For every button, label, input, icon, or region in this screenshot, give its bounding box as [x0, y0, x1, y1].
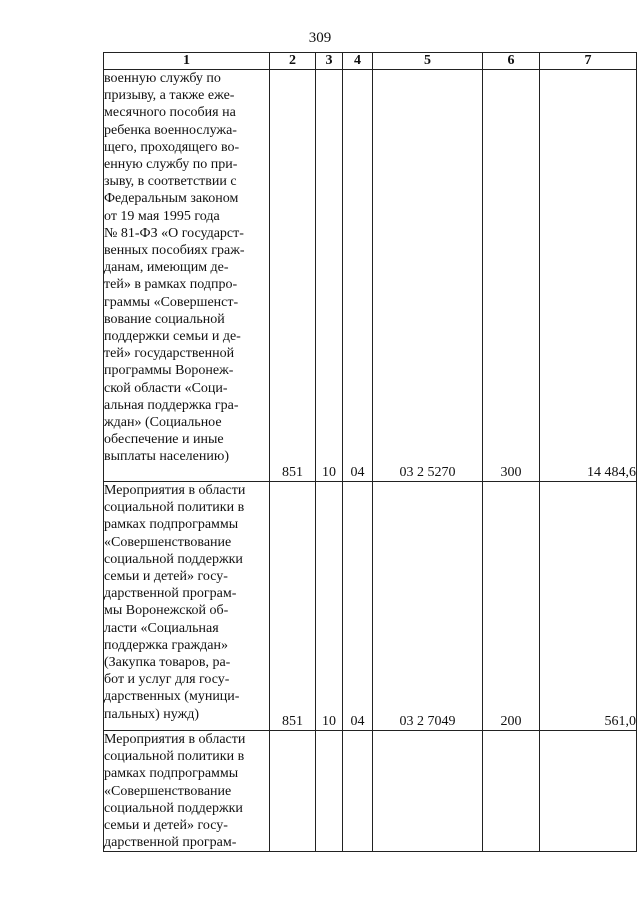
desc-line: социальной политики в: [104, 749, 245, 765]
desc-line: пальных) нужд): [104, 706, 200, 722]
cell-amount: [540, 731, 637, 852]
desc-line: призыву, а также еже-: [104, 88, 235, 104]
desc-line: семьи и детей» госу-: [104, 569, 228, 585]
desc-line: «Совершенствование: [104, 534, 232, 550]
cell-target-article: 03 2 5270: [373, 70, 483, 482]
desc-line: Мероприятия в области: [104, 483, 246, 498]
desc-line: вование социальной: [104, 311, 225, 327]
cell-section: 10: [316, 482, 343, 731]
desc-line: (Закупка товаров, ра-: [104, 655, 231, 671]
cell-amount: 561,0: [540, 482, 637, 731]
desc-line: ребенка военнослужа-: [104, 122, 237, 138]
desc-line: зыву, в соответствии с: [104, 174, 237, 190]
desc-line: семьи и детей» госу-: [104, 818, 228, 834]
desc-line: выплаты населению): [104, 449, 229, 465]
desc-line: граммы «Совершенст-: [104, 294, 239, 310]
desc-line: дарственных (муници-: [104, 689, 240, 705]
desc-line: социальной политики в: [104, 500, 245, 516]
desc-line: дарственной програм-: [104, 835, 237, 851]
desc-line: ской области «Соци-: [104, 380, 228, 396]
desc-line: обеспечение и иные: [104, 432, 224, 448]
page-number: 309: [308, 30, 332, 46]
cell-subsection: 04: [343, 70, 373, 482]
cell-section: [316, 731, 343, 852]
cell-subsection: 04: [343, 482, 373, 731]
cell-amount: 14 484,6: [540, 70, 637, 482]
desc-line: военную службу по: [104, 71, 221, 86]
row-description: [104, 731, 270, 852]
desc-line: альная поддержка гра-: [104, 397, 239, 413]
header-row: [104, 53, 637, 70]
cell-section: 10: [316, 70, 343, 482]
desc-line: мы Воронежской об-: [104, 603, 229, 619]
cell-ministry-code: 851: [270, 482, 316, 731]
cell-subsection: [343, 731, 373, 852]
table-row: [104, 70, 637, 482]
cell-ministry-code: [270, 731, 316, 852]
header-col-1: 1: [104, 53, 270, 70]
cell-expense-type: 200: [483, 482, 540, 731]
desc-line: рамках подпрограммы: [104, 517, 239, 533]
table-row: [104, 731, 637, 852]
header-col-4: 4: [343, 53, 373, 70]
desc-line: ждан» (Социальное: [104, 415, 222, 431]
desc-line: № 81-ФЗ «О государст-: [104, 225, 244, 241]
row-description: [104, 482, 270, 731]
desc-line: рамках подпрограммы: [104, 766, 239, 782]
desc-line: щего, проходящего во-: [104, 139, 240, 155]
header-col-3: 3: [316, 53, 343, 70]
header-col-6: 6: [483, 53, 540, 70]
desc-line: поддержки семьи и де-: [104, 329, 241, 345]
desc-line: венных пособиях граж-: [104, 243, 245, 259]
cell-ministry-code: 851: [270, 70, 316, 482]
desc-line: социальной поддержки: [104, 800, 243, 816]
desc-line: месячного пособия на: [104, 105, 236, 121]
desc-line: енную службу по при-: [104, 157, 238, 173]
cell-target-article: 03 2 7049: [373, 482, 483, 731]
cell-expense-type: [483, 731, 540, 852]
header-col-5: 5: [373, 53, 483, 70]
budget-table: [103, 52, 637, 852]
desc-line: данам, имеющим де-: [104, 260, 229, 276]
desc-line: от 19 мая 1995 года: [104, 208, 220, 224]
desc-line: Мероприятия в области: [104, 732, 246, 747]
header-col-2: 2: [270, 53, 316, 70]
desc-line: дарственной програм-: [104, 586, 237, 602]
table-row: [104, 482, 637, 731]
desc-line: «Совершенствование: [104, 783, 232, 799]
desc-line: программы Воронеж-: [104, 363, 234, 379]
desc-line: ласти «Социальная: [104, 620, 219, 636]
desc-line: поддержка граждан»: [104, 637, 228, 653]
desc-line: бот и услуг для госу-: [104, 672, 230, 688]
cell-target-article: [373, 731, 483, 852]
desc-line: социальной поддержки: [104, 551, 243, 567]
desc-line: тей» государственной: [104, 346, 235, 362]
cell-expense-type: 300: [483, 70, 540, 482]
desc-line: Федеральным законом: [104, 191, 239, 207]
header-col-7: 7: [540, 53, 637, 70]
row-description: [104, 70, 270, 482]
desc-line: тей» в рамках подпро-: [104, 277, 238, 293]
